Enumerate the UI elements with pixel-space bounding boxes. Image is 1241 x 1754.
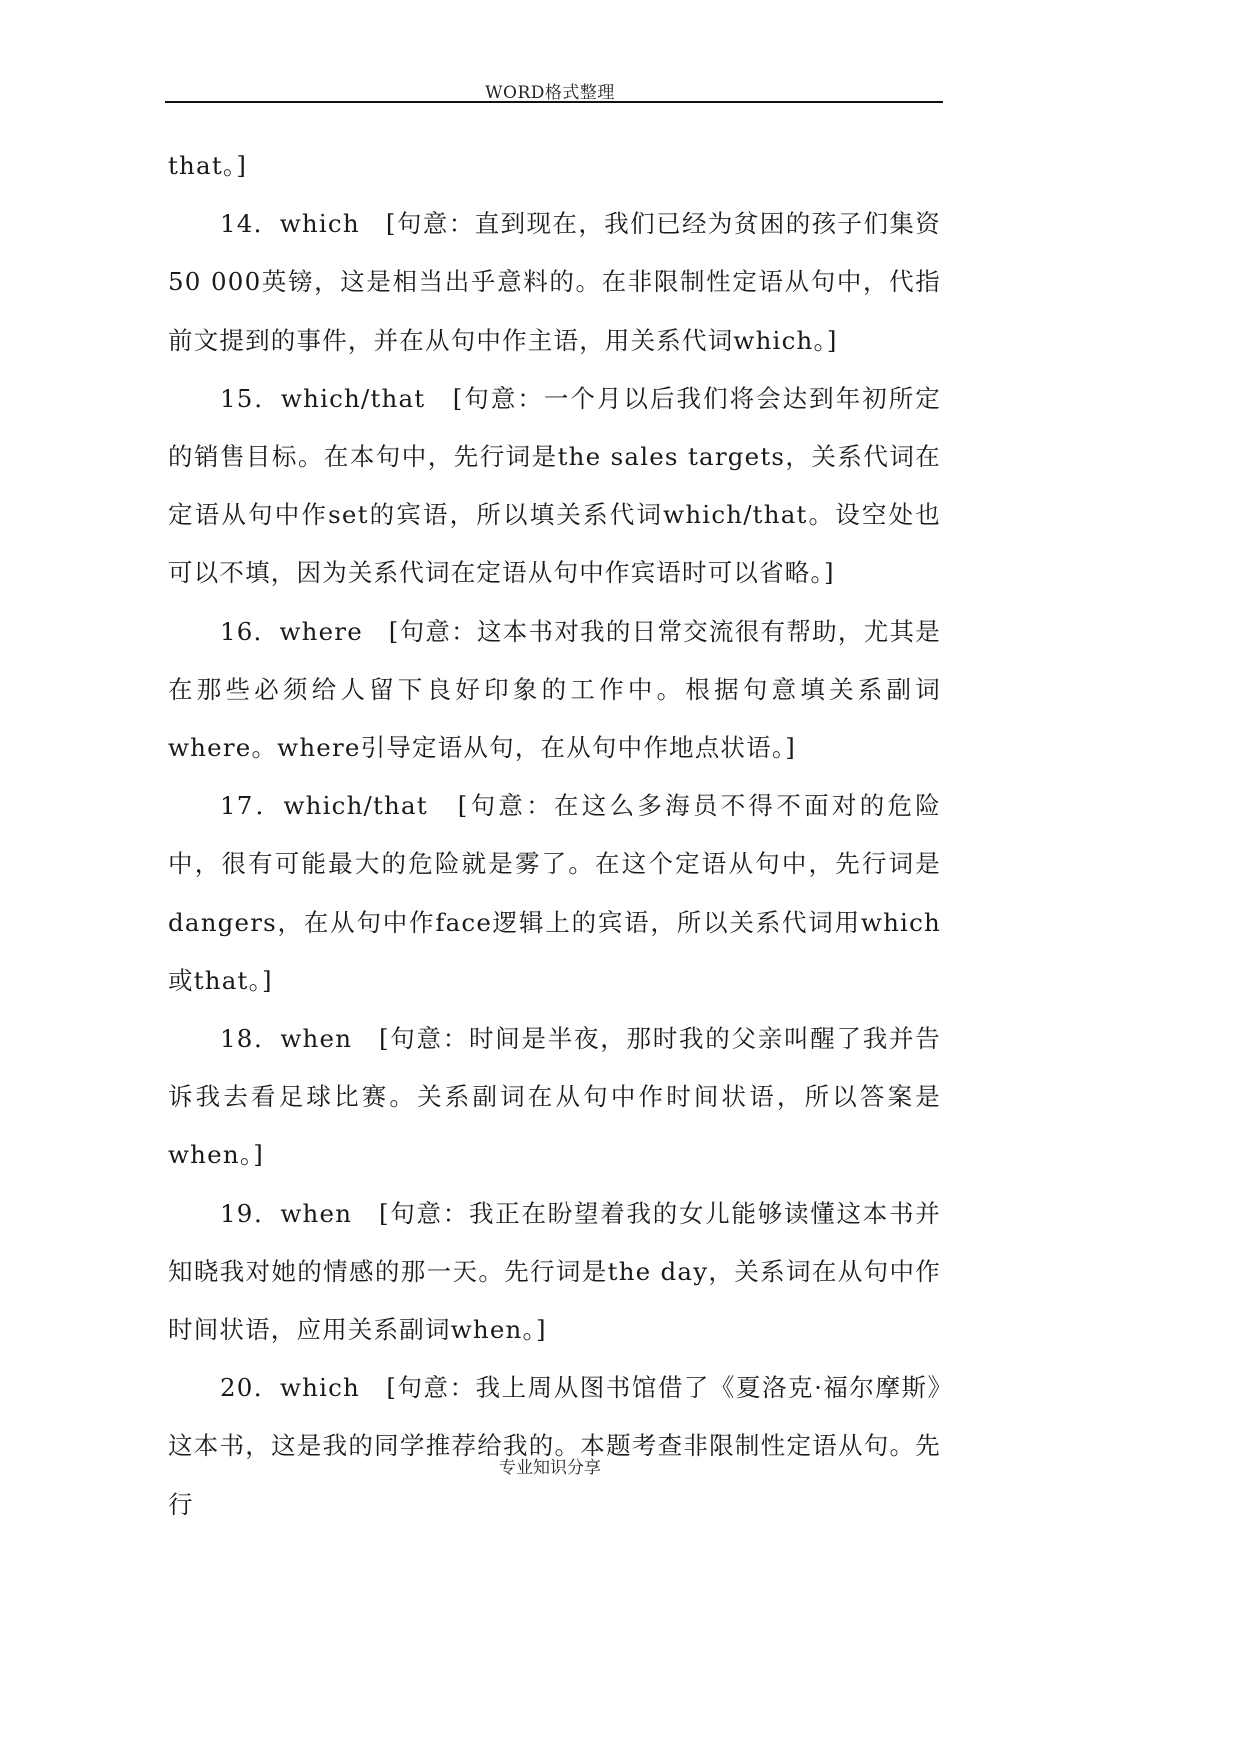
paragraph-continuation: that。] <box>168 151 248 180</box>
page-footer: 专业知识分享 <box>499 1458 601 1478</box>
header-rule <box>165 101 943 103</box>
answer-17: 17．which/that [句意：在这么多海员不得不面对的危险中，很有可能最大的危险就是雾了。在这个定语从句中，先行词是dangers，在从句中作face逻辑上的宾语，所以关系代词用which或that。] <box>168 791 941 995</box>
answer-18: 18．when [句意：时间是半夜，那时我的父亲叫醒了我并告诉我去看足球比赛。关系副词在从句中作时间状语，所以答案是when。] <box>168 1024 941 1170</box>
document-body <box>168 137 941 1534</box>
answer-20: 20．which [句意：我上周从图书馆借了《夏洛克·福尔摩斯》这本书，这是我的同学推荐给我的。本题考查非限制性定语从句。先行 <box>168 1373 941 1519</box>
answer-14: 14．which [句意：直到现在，我们已经为贫困的孩子们集资50 000英镑，这是相当出乎意料的。在非限制性定语从句中，代指前文提到的事件，并在从句中作主语，用关系代词which。] <box>168 209 941 355</box>
answer-15: 15．which/that [句意：一个月以后我们将会达到年初所定的销售目标。在本句中，先行词是the sales targets，关系代词在定语从句中作set的宾语，所以填关系代词which/that。设空处也可以不填，因为关系代词在定语从句中作宾语时可以省略。] <box>168 383 941 588</box>
page-header: WORD格式整理 <box>485 83 615 103</box>
answer-19: 19．when [句意：我正在盼望着我的女儿能够读懂这本书并知晓我对她的情感的那一天。先行词是the day，关系词在从句中作时间状语，应用关系副词when。] <box>168 1198 941 1345</box>
answer-16: 16．where [句意：这本书对我的日常交流很有帮助，尤其是在那些必须给人留下良好印象的工作中。根据句意填关系副词where。where引导定语从句，在从句中作地点状语。] <box>168 616 941 763</box>
